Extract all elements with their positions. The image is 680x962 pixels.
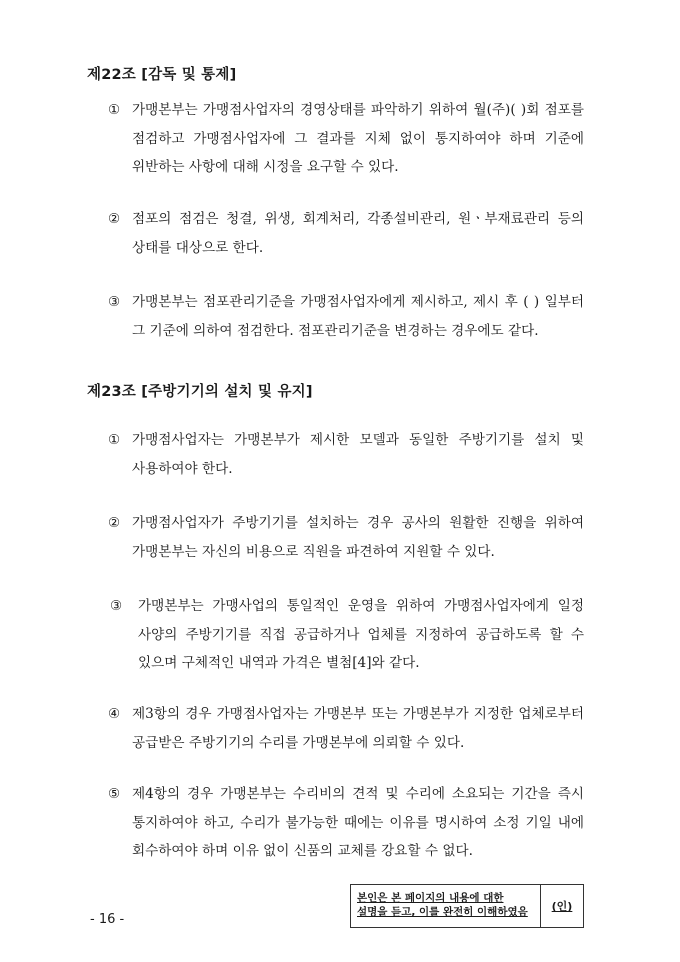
article-23-item-2 (108, 509, 584, 566)
article-23-item-5 (108, 780, 584, 866)
article-22-heading: 제22조 [감독 및 통제] (87, 67, 237, 83)
seal-field[interactable] (541, 885, 583, 927)
item-text: 가맹점사업자가 주방기기를 설치하는 경우 공사의 원활한 진행을 위하여 가맹본부는 자신의 비용으로 직원을 파견하여 지원할 수 있다. (132, 515, 584, 560)
confirmation-text (351, 885, 541, 927)
item-number: ③ (108, 294, 121, 310)
confirmation-box (350, 884, 584, 928)
article-22-item-1 (108, 96, 584, 182)
article-23-heading: 제23조 [주방기기의 설치 및 유지] (87, 384, 313, 400)
item-number: ④ (108, 706, 121, 722)
item-text: 가맹본부는 가맹사업의 통일적인 운영을 위하여 가맹점사업자에게 일정 사양의 주방기기를 직접 공급하거나 업체를 지정하여 공급하도록 할 수 있으며 구체적인 내역과 가격은 별첨[4]와 같다. (138, 598, 584, 671)
article-23-item-4 (108, 700, 584, 757)
confirmation-line-2: 설명을 듣고, 이를 완전히 이해하였음 (357, 906, 528, 918)
item-text: 가맹본부는 가맹점사업자의 경영상태를 파악하기 위하여 월(주)( )회 점포를 점검하고 가맹점사업자에 그 결과를 지체 없이 통지하여야 하며 기준에 위반하는 사항에 대해 시정을 요구할 수 있다. (132, 102, 584, 175)
article-22-item-2 (108, 205, 584, 262)
item-number: ① (108, 432, 121, 448)
page-number: - 16 - (90, 912, 125, 927)
item-number: ② (108, 515, 121, 531)
confirmation-line-1: 본인은 본 페이지의 내용에 대한 (357, 892, 504, 904)
item-text: 점포의 점검은 청결, 위생, 회계처리, 각종설비관리, 원ㆍ부재료관리 등의 상태를 대상으로 한다. (132, 211, 584, 256)
item-number: ⑤ (108, 786, 121, 802)
item-text: 가맹본부는 점포관리기준을 가맹점사업자에게 제시하고, 제시 후 ( ) 일부터 그 기준에 의하여 점검한다. 점포관리기준을 변경하는 경우에도 같다. (132, 294, 584, 339)
item-text: 제4항의 경우 가맹본부는 수리비의 견적 및 수리에 소요되는 기간을 즉시 통지하여야 하고, 수리가 불가능한 때에는 이유를 명시하여 소정 기일 내에 회수하여야 하며 이유 없이 신품의 교체를 강요할 수 없다. (132, 786, 584, 859)
item-number: ② (108, 211, 121, 227)
article-23-item-3 (108, 592, 584, 678)
article-22-item-3 (108, 288, 584, 345)
item-number: ① (108, 102, 121, 118)
article-23-item-1 (108, 426, 584, 483)
item-number: ③ (110, 598, 123, 614)
item-text: 가맹점사업자는 가맹본부가 제시한 모델과 동일한 주방기기를 설치 및 사용하여야 한다. (132, 432, 584, 477)
item-text: 제3항의 경우 가맹점사업자는 가맹본부 또는 가맹본부가 지정한 업체로부터 공급받은 주방기기의 수리를 가맹본부에 의뢰할 수 있다. (132, 706, 584, 751)
seal-label: (인) (551, 900, 573, 913)
